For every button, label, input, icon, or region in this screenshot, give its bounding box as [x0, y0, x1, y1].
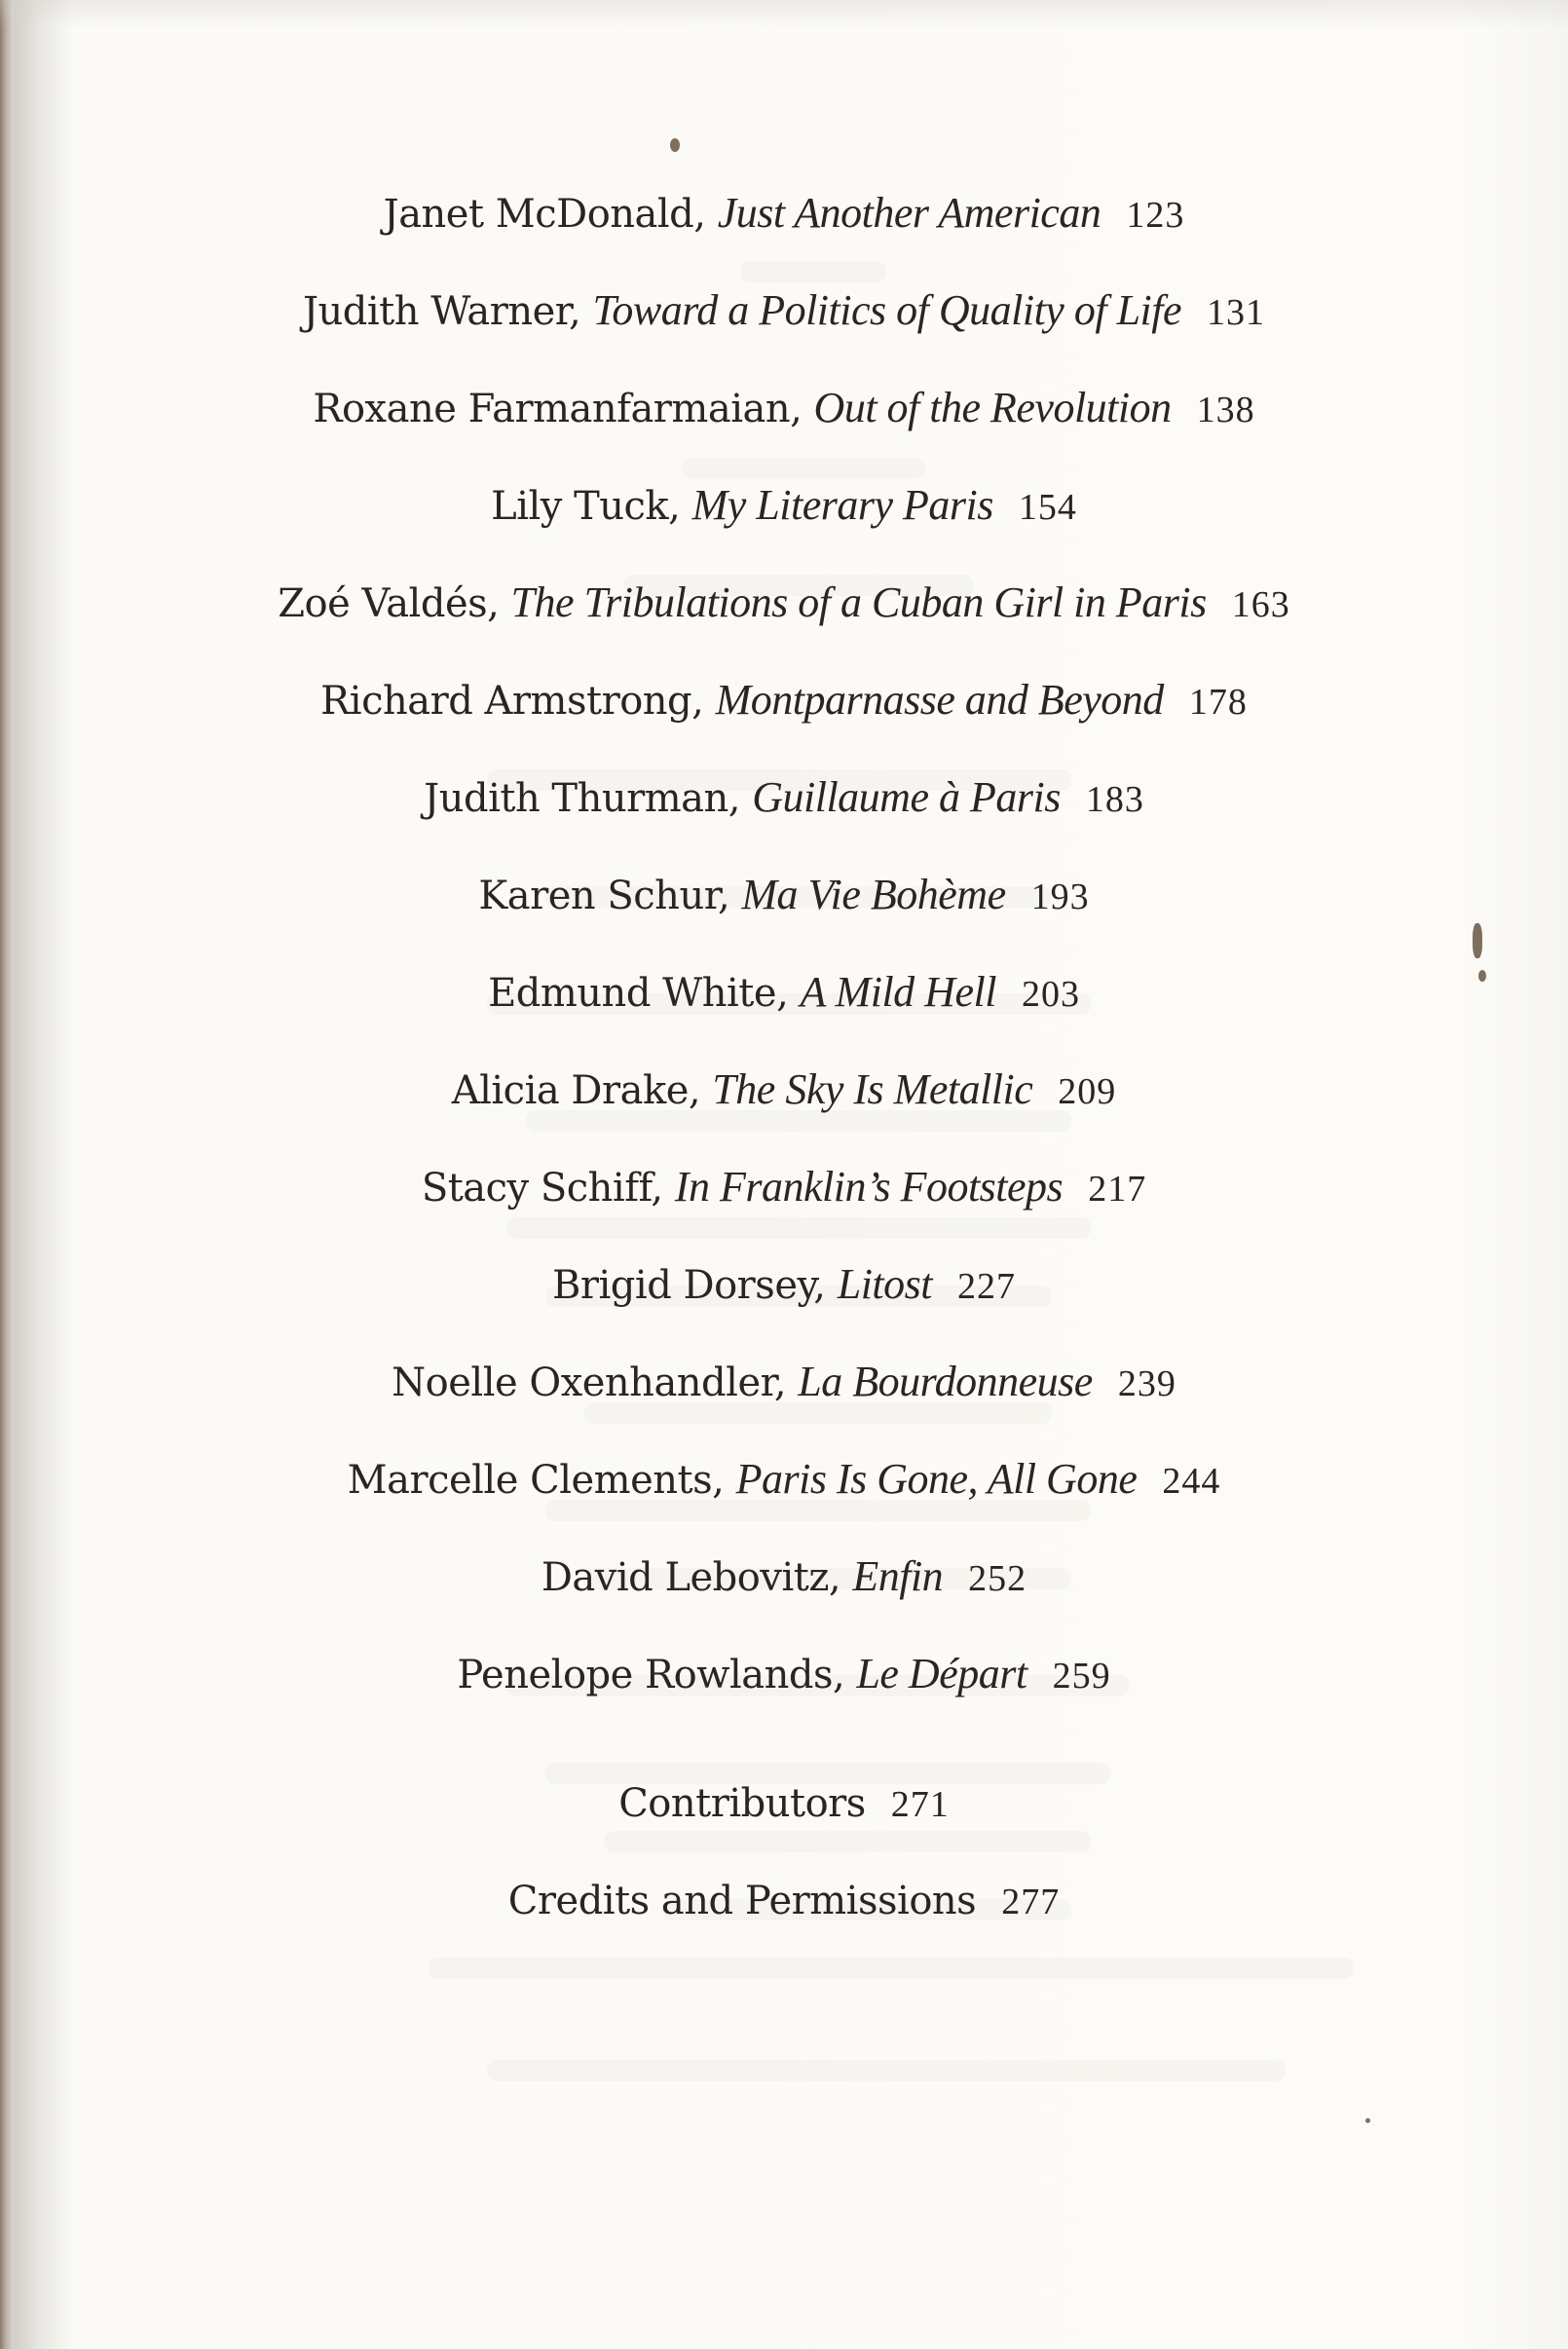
entry-author: Brigid Dorsey	[551, 1263, 814, 1308]
entry-author: Noelle Oxenhandler	[392, 1361, 774, 1405]
toc-entry-credits	[0, 1874, 1568, 1929]
entry-title: La Bourdonneuse	[798, 1358, 1093, 1405]
entry-title: Guillaume à Paris	[752, 773, 1061, 821]
entry-page-number: 154	[1018, 487, 1077, 528]
toc-entry	[0, 770, 1568, 827]
entry-separator: ,	[790, 387, 814, 431]
entry-author: Judith Thurman	[424, 776, 728, 821]
toc-entry	[0, 1257, 1568, 1314]
entry-title: The Sky Is Metallic	[712, 1065, 1033, 1113]
toc-entry	[0, 381, 1568, 437]
entry-author: Alicia Drake	[451, 1068, 689, 1113]
toc-entry	[0, 1160, 1568, 1216]
entry-separator: ,	[712, 1458, 736, 1503]
entry-author: Zoé Valdés	[278, 581, 488, 626]
entry-page-number: 244	[1162, 1461, 1221, 1502]
entry-separator: ,	[668, 484, 692, 529]
entry-page-number: 277	[1001, 1882, 1061, 1922]
entry-separator: ,	[688, 1068, 713, 1113]
entry-separator: ,	[651, 1166, 675, 1211]
entry-separator: ,	[487, 581, 511, 626]
entry-title: Out of the Revolution	[813, 384, 1172, 431]
toc-entry	[0, 965, 1568, 1022]
entry-author: Karen Schur	[478, 874, 718, 918]
entry-page-number: 123	[1126, 195, 1185, 236]
entry-title: The Tribulations of a Cuban Girl in Paris	[510, 578, 1207, 626]
entry-separator: ,	[693, 192, 718, 237]
entry-page-number: 259	[1052, 1656, 1111, 1696]
toc-entry	[0, 1549, 1568, 1606]
entry-author: Stacy Schiff	[421, 1166, 652, 1211]
entry-author: Roxane Farmanfarmaian	[313, 387, 791, 431]
entry-title: In Franklin’s Footsteps	[674, 1163, 1064, 1211]
entry-author: Lily Tuck	[491, 484, 669, 529]
toc-entry	[0, 186, 1568, 242]
entry-page-number: 131	[1207, 292, 1266, 333]
entry-title: Le Départ	[856, 1650, 1027, 1697]
entry-author: Janet McDonald	[383, 192, 694, 237]
entry-title: My Literary Paris	[691, 481, 993, 529]
entry-page-number: 252	[968, 1558, 1027, 1599]
toc-entry	[0, 283, 1568, 340]
entry-author: Judith Warner	[302, 289, 569, 334]
entry-label: Contributors	[618, 1781, 866, 1826]
entry-author: Penelope Rowlands	[457, 1653, 833, 1697]
entry-separator: ,	[717, 874, 742, 918]
entry-page-number: 227	[957, 1266, 1016, 1307]
entry-page-number: 193	[1030, 876, 1090, 917]
entry-page-number: 163	[1231, 584, 1290, 625]
toc-entry	[0, 1355, 1568, 1411]
entry-separator: ,	[776, 971, 801, 1016]
entry-author: Marcelle Clements	[347, 1458, 713, 1503]
entry-separator: ,	[813, 1263, 838, 1308]
entry-title: Paris Is Gone, All Gone	[735, 1455, 1138, 1503]
entry-separator: ,	[691, 679, 716, 724]
entry-page-number: 138	[1196, 390, 1255, 430]
entry-page-number: 178	[1188, 682, 1248, 723]
toc-entry	[0, 1452, 1568, 1509]
toc-entry	[0, 1063, 1568, 1119]
entry-separator: ,	[828, 1555, 853, 1600]
entry-title: Montparnasse and Beyond	[715, 676, 1164, 724]
entry-title: Just Another American	[717, 189, 1101, 237]
toc-entry	[0, 673, 1568, 729]
entry-author: Richard Armstrong	[320, 679, 692, 724]
entry-title: Toward a Politics of Quality of Life	[592, 286, 1182, 334]
entry-separator: ,	[569, 289, 593, 334]
toc-entry-contributors	[0, 1776, 1568, 1832]
entry-separator: ,	[773, 1361, 799, 1405]
entry-title: A Mild Hell	[800, 968, 996, 1016]
entry-author: David Lebovitz	[541, 1555, 829, 1600]
entry-page-number: 203	[1021, 974, 1080, 1015]
entry-label: Credits and Permissions	[507, 1879, 977, 1923]
toc-entry	[0, 1647, 1568, 1703]
toc-entry	[0, 478, 1568, 535]
toc-entry	[0, 576, 1568, 632]
entry-page-number: 209	[1058, 1071, 1117, 1112]
entry-separator: ,	[832, 1653, 857, 1697]
entry-title: Enfin	[852, 1552, 944, 1600]
entry-author: Edmund White	[488, 971, 777, 1016]
entry-page-number: 217	[1088, 1169, 1147, 1210]
entry-page-number: 183	[1085, 779, 1144, 820]
entry-separator: ,	[728, 776, 753, 821]
entry-page-number: 271	[890, 1784, 950, 1825]
entry-title: Litost	[837, 1260, 932, 1308]
entry-page-number: 239	[1117, 1363, 1176, 1404]
toc-entry	[0, 868, 1568, 924]
entry-title: Ma Vie Bohème	[741, 871, 1006, 918]
